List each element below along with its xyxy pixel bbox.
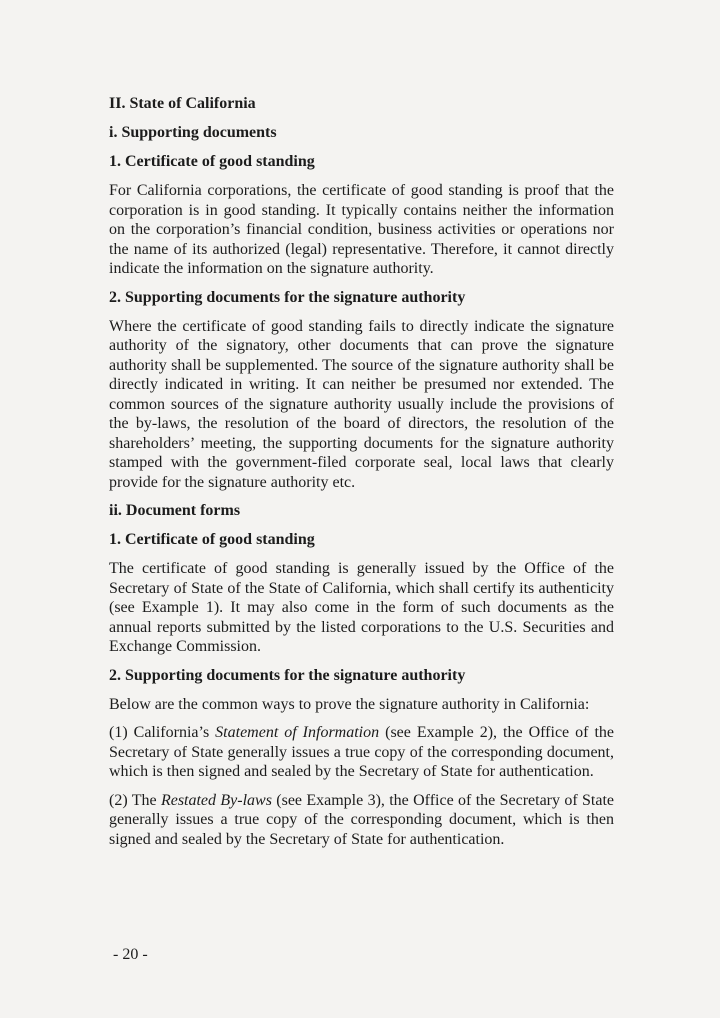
document-page (109, 94, 614, 858)
heading-certificate-of-good-standing-forms: 1. Certificate of good standing (109, 531, 315, 548)
subsection-heading-document-forms: ii. Document forms (109, 502, 241, 519)
item-italic-title: Statement of Information (215, 724, 380, 741)
paragraph-common-ways-intro: Below are the common ways to prove the signature authority in California: (109, 695, 590, 713)
list-item-statement-of-information (109, 723, 614, 782)
heading-certificate-of-good-standing: 1. Certificate of good standing (109, 153, 315, 170)
heading-supporting-documents-signature-forms: 2. Supporting documents for the signature authority (109, 666, 466, 684)
item-prefix: (2) The (109, 791, 161, 809)
item-prefix: (1) California’s (109, 724, 216, 741)
item-italic-title: Restated By-laws (160, 791, 272, 809)
paragraph-certificate-issuance: The certificate of good standing is generally issued by the Office of the Secretary of State of the State of California, which shall certify its authenticity (see Example 1). It may also come in the form of such documents as the annual reports submitted by the listed corporations to the U.S. Securities and Exchange Commission. (109, 560, 614, 655)
section-heading-state: II. State of California (109, 95, 256, 112)
page-number: - 20 - (113, 946, 148, 963)
item-suffix: (see Example 2), the Office of the Secretary of State generally issues a true copy of the corresponding document, which is then signed and sealed by the Secretary of State for authentication. (109, 724, 614, 780)
paragraph-certificate-description: For California corporations, the certificate of good standing is proof that the corporation is in good standing. It typically contains neither the information on the corporation’s financial condition, business activities or operations nor the name of its authorized (legal) representative. Therefore, it cannot directly indicate the information on the signature authority. (109, 182, 614, 277)
paragraph-signature-authority-sources: Where the certificate of good standing fails to directly indicate the signature authority of the signatory, other documents that can prove the signature authority shall be supplemented. The source of the signature authority shall be directly indicated in writing. It can neither be presumed nor extended. The common sources of the signature authority usually include the provisions of the by-laws, the resolution of the board of directors, the resolution of the shareholders’ meeting, the supporting documents for the signature authority stamped with the government-filed corporate seal, local laws that clearly provide for the signature authority etc. (109, 317, 614, 491)
item-suffix: (see Example 3), the Office of the Secretary of State generally issues a true copy of the corresponding document, which is then signed and sealed by the Secretary of State for authentication. (109, 791, 615, 848)
subsection-heading-supporting-documents: i. Supporting documents (109, 124, 277, 141)
heading-supporting-documents-signature: 2. Supporting documents for the signature authority (109, 288, 466, 306)
list-item-restated-bylaws (109, 791, 614, 850)
